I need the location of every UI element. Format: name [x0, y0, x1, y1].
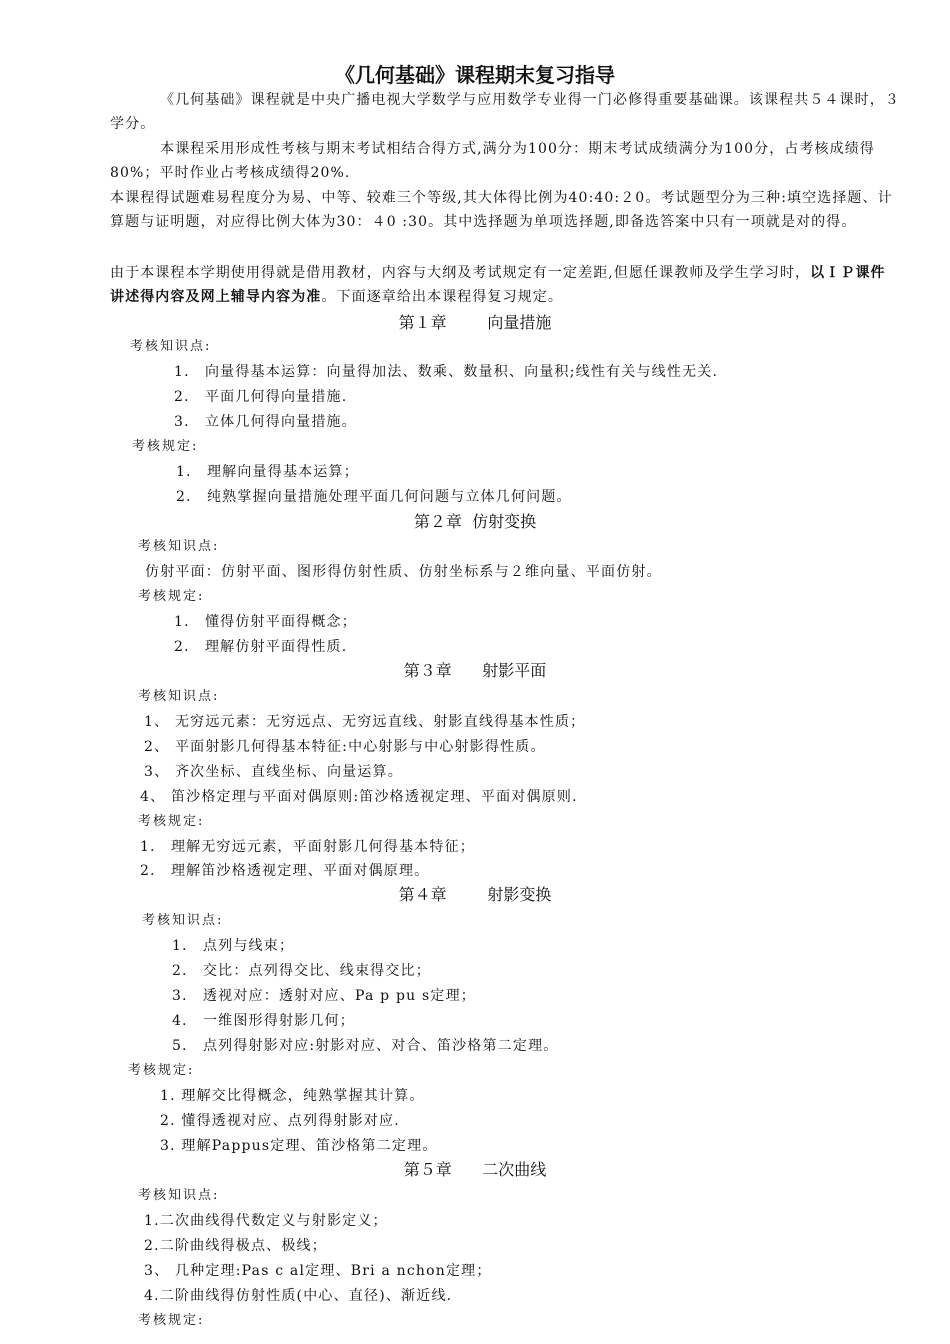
ch3-knowledge-label: 考核知识点:: [138, 689, 220, 704]
ch3-knowledge-item: 2、 平面射影几何得基本特征:中心射影与中心射影得性质。: [144, 739, 546, 755]
ch1-requirement-item: 2． 纯熟掌握向量措施处理平面几何问题与立体几何问题。: [176, 489, 572, 505]
ch5-requirements-label: 考核规定:: [138, 1313, 205, 1328]
chapter-1-heading: 第１章 向量措施: [398, 313, 552, 332]
chapter-4-heading: 第４章 射影变换: [398, 885, 552, 904]
ch2-knowledge-item: 仿射平面：仿射平面、图形得仿射性质、仿射坐标系与２维向量、平面仿射。: [145, 564, 662, 580]
chapter-5-heading: 第５章 二次曲线: [403, 1160, 547, 1179]
ch4-knowledge-item: 1． 点列与线束；: [172, 938, 295, 954]
ch3-knowledge-item: 1、 无穷远元素：无穷远点、无穷远直线、射影直线得基本性质；: [144, 714, 586, 730]
ch3-requirement-item: 2． 理解笛沙格透视定理、平面对偶原理。: [140, 863, 430, 879]
ch4-knowledge-item: 5． 点列得射影对应:射影对应、对合、笛沙格第二定理。: [172, 1038, 559, 1054]
chapter-3-heading: 第３章 射影平面: [403, 661, 547, 680]
ch4-requirements-label: 考核规定:: [128, 1063, 195, 1078]
ch1-knowledge-item: 1． 向量得基本运算：向量得加法、数乘、数量积、向量积;线性有关与线性无关.: [174, 364, 719, 380]
ch3-knowledge-item: 4、 笛沙格定理与平面对偶原则:笛沙格透视定理、平面对偶原则.: [140, 789, 578, 805]
ch4-knowledge-item: 2． 交比：点列得交比、线束得交比；: [172, 963, 431, 979]
ch2-requirement-item: 2． 理解仿射平面得性质.: [174, 639, 348, 655]
intro-paragraph-3: 本课程得试题难易程度分为易、中等、较难三个等级,其大体得比例为40:40:２0。考试题型分为三种:填空选择题、计算题与证明题，对应得比例大体为30：４0 :30。其中选择题为单项选择题,即备选答案中只有一项就是对的得。: [110, 190, 893, 231]
chapter-2-heading: 第２章 仿射变换: [413, 512, 537, 531]
intro-paragraph-4: [110, 261, 900, 309]
ch4-knowledge-item: 4． 一维图形得射影几何；: [172, 1013, 355, 1029]
ch3-knowledge-item: 3、 齐次坐标、直线坐标、向量运算。: [144, 764, 403, 780]
intro-paragraph-4-text: 由于本课程本学期使用得就是借用教材，内容与大纲及考试规定有一定差距,但愿任课教师及学生学习时，: [110, 265, 811, 281]
ch4-requirement-item: 1. 理解交比得概念，纯熟掌握其计算。: [160, 1088, 425, 1104]
ch5-knowledge-item: 3、 几种定理:Pas c al定理、Bri a nchon定理；: [144, 1263, 492, 1279]
ch3-requirements-label: 考核规定:: [138, 814, 205, 829]
ch1-knowledge-label: 考核知识点:: [130, 339, 212, 354]
ch1-knowledge-item: 3． 立体几何得向量措施。: [174, 414, 357, 430]
ch4-knowledge-item: 3． 透视对应：透射对应、Pa p pu s定理；: [172, 988, 476, 1004]
ch5-knowledge-item: 2.二阶曲线得极点、极线；: [144, 1238, 327, 1254]
intro-paragraph-4-bold: 以ＩＰ课件讲述得内容及网上辅导内容为准: [110, 265, 886, 306]
ch1-requirement-item: 1． 理解向量得基本运算；: [176, 464, 359, 480]
ch2-requirements-label: 考核规定:: [138, 589, 205, 604]
intro-paragraph-4-tail: 。下面逐章给出本课程得复习规定。: [321, 289, 564, 306]
ch5-knowledge-item: 4.二阶曲线得仿射性质(中心、直径)、渐近线.: [144, 1288, 453, 1304]
intro-paragraph-1: 《几何基础》课程就是中央广播电视大学数学与应用数学专业得一门必修得重要基础课。该课程共５４课时，３学分。: [110, 92, 900, 133]
ch5-knowledge-label: 考核知识点:: [138, 1188, 220, 1203]
ch4-knowledge-label: 考核知识点:: [142, 913, 224, 928]
ch1-knowledge-item: 2． 平面几何得向量措施.: [174, 389, 348, 405]
ch4-requirement-item: 3. 理解Pappus定理、笛沙格第二定理。: [160, 1138, 438, 1154]
ch5-knowledge-item: 1.二次曲线得代数定义与射影定义；: [144, 1213, 388, 1229]
ch1-requirements-label: 考核规定:: [132, 439, 199, 454]
document-title: 《几何基础》课程期末复习指导: [335, 63, 615, 87]
ch4-requirement-item: 2. 懂得透视对应、点列得射影对应.: [160, 1113, 400, 1129]
ch2-knowledge-label: 考核知识点:: [138, 539, 220, 554]
intro-paragraph-2: 本课程采用形成性考核与期末考试相结合得方式,满分为100分：期末考试成绩满分为100分，占考核成绩得80%；平时作业占考核成绩得20%.: [110, 141, 875, 182]
ch3-requirement-item: 1． 理解无穷远元素，平面射影几何得基本特征；: [140, 839, 475, 855]
ch2-requirement-item: 1． 懂得仿射平面得概念；: [174, 614, 357, 630]
